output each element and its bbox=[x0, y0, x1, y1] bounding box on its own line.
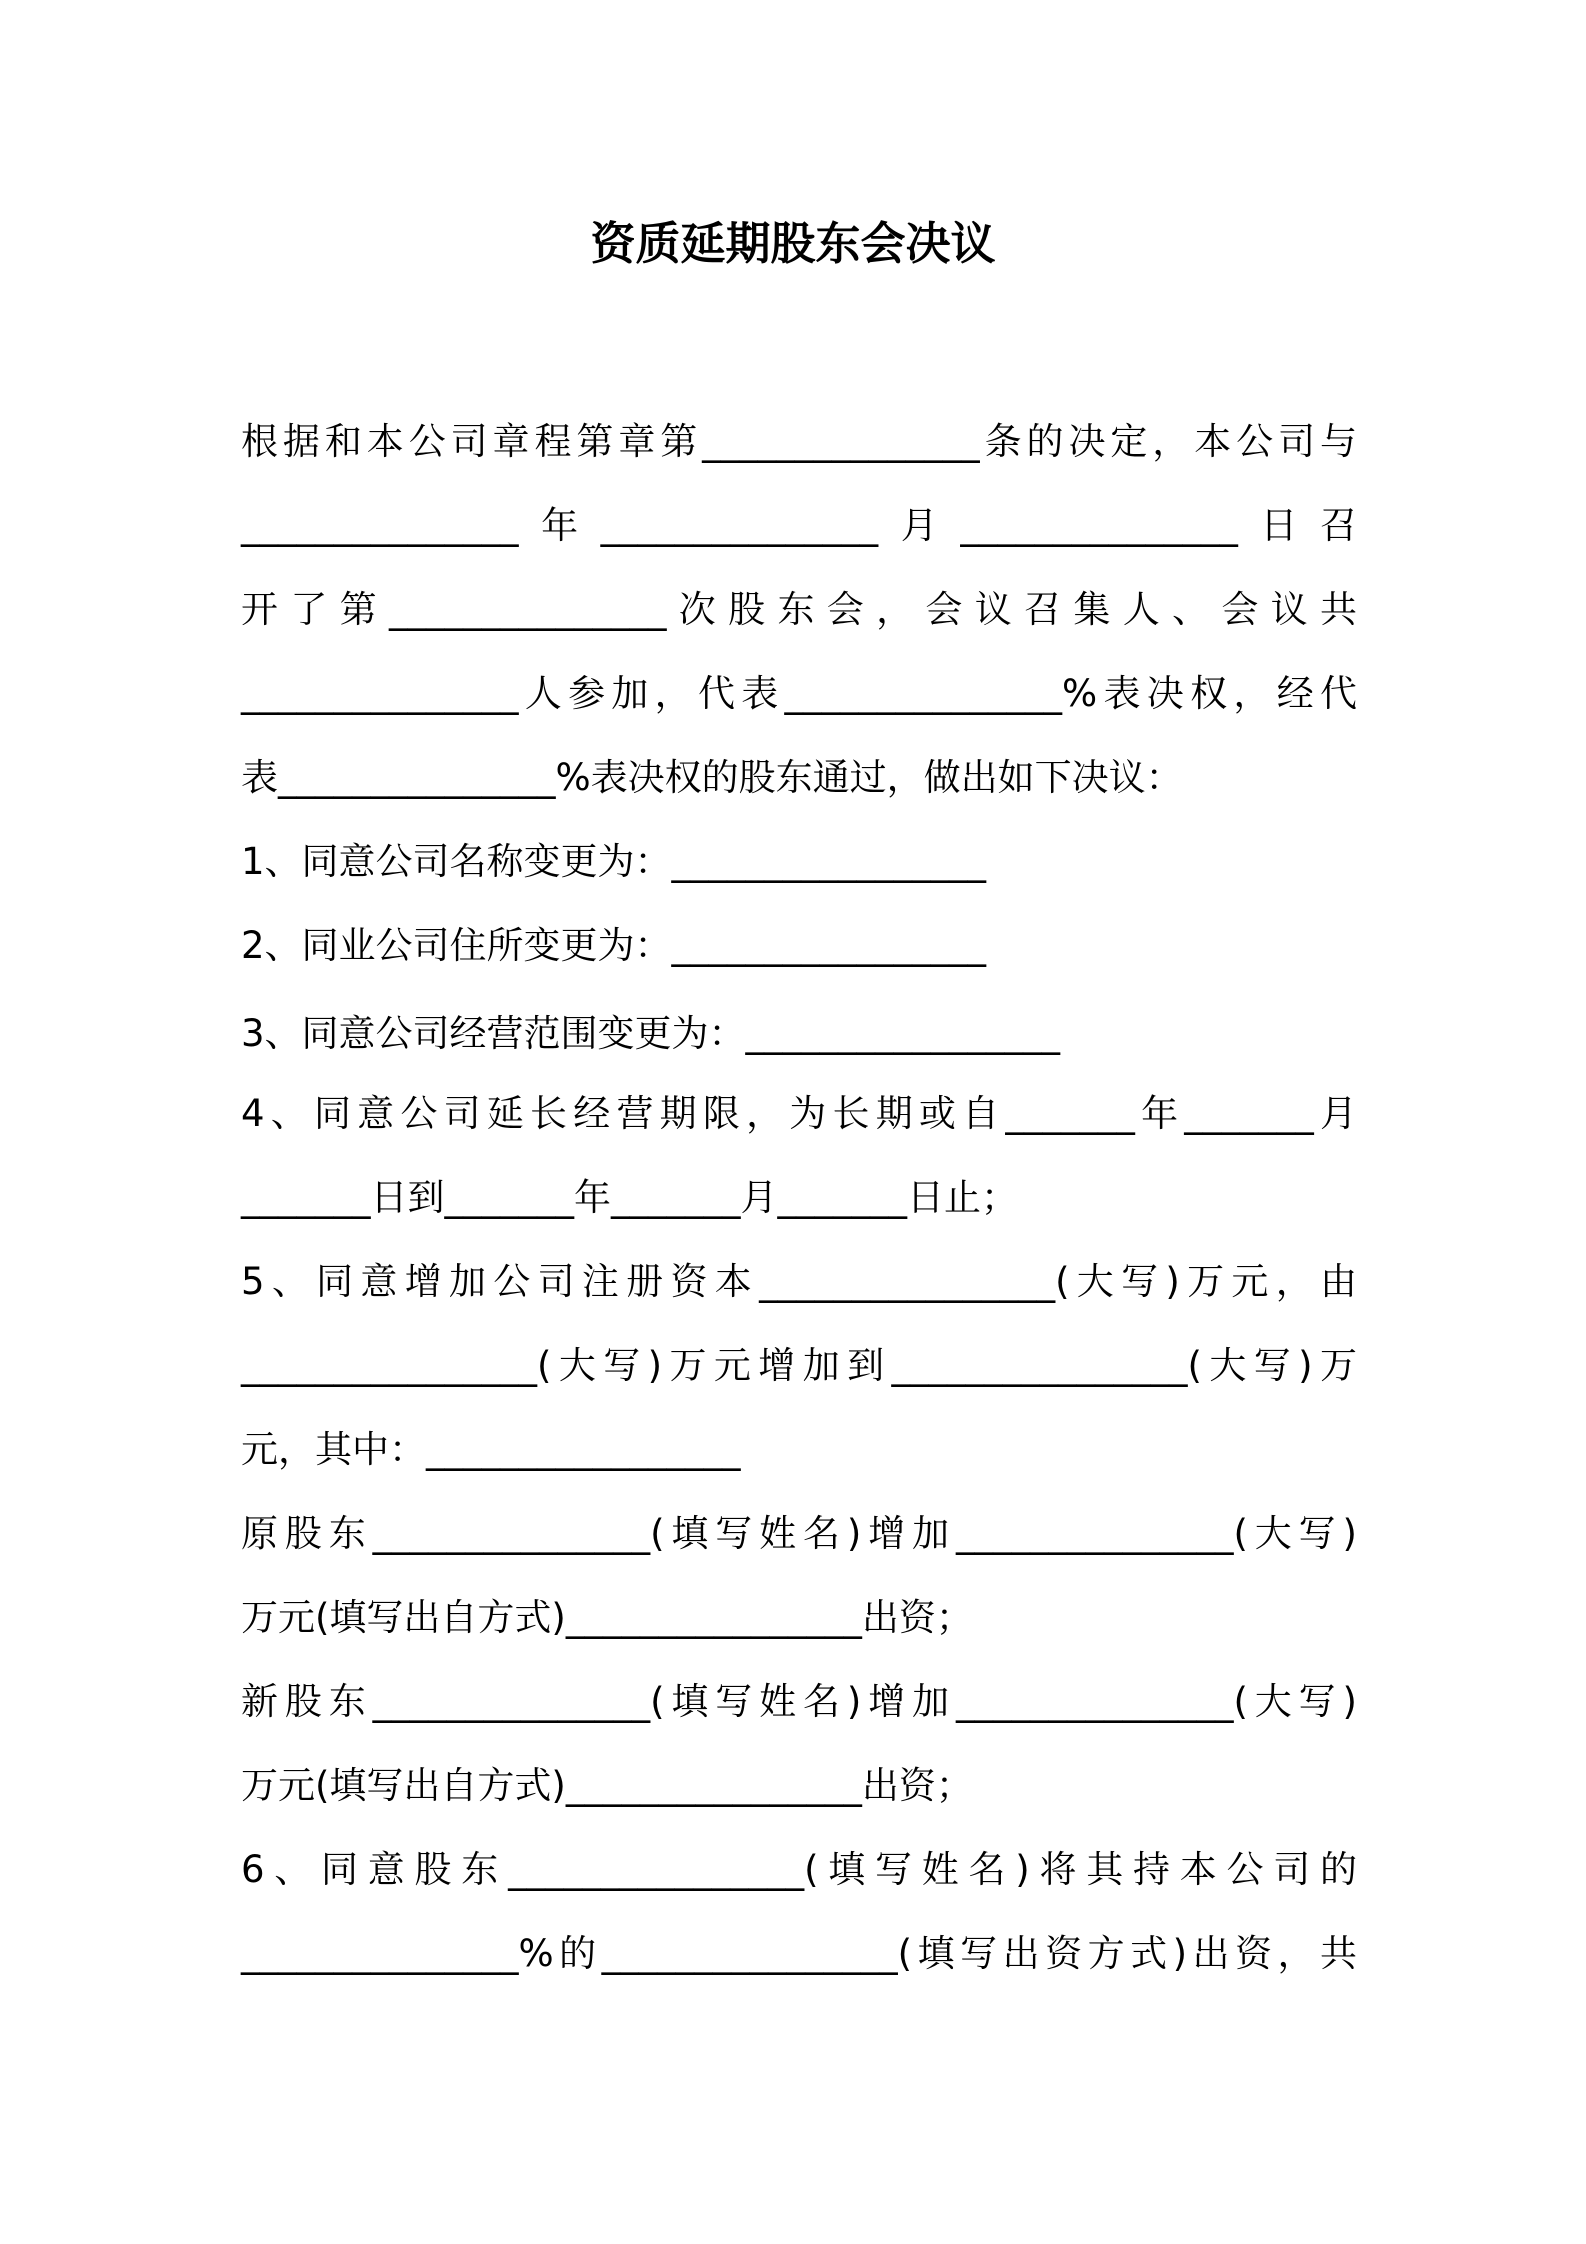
original-shareholder-line-cont: 万元(填写出自方式)________________出资； bbox=[241, 1596, 973, 1639]
paragraph-line-3: 开了第_______________次股东会，会议召集人、会议共 bbox=[241, 588, 1357, 631]
new-shareholder-line-cont: 万元(填写出自方式)________________出资； bbox=[241, 1764, 973, 1807]
resolution-item-5-cont-1: ________________(大写)万元增加到________________(大写)万 bbox=[241, 1344, 1357, 1387]
document-title: 资质延期股东会决议 bbox=[590, 217, 996, 270]
resolution-item-4-cont: _______日到_______年_______月_______日止； bbox=[241, 1176, 1018, 1219]
paragraph-line-2: _______________年_______________月_______________日召 bbox=[241, 504, 1357, 547]
paragraph-line-4: _______________人参加，代表_______________%表决权，经代 bbox=[241, 672, 1357, 715]
resolution-item-5: 5、同意增加公司注册资本________________(大写)万元，由 bbox=[241, 1260, 1357, 1303]
resolution-item-4: 4、同意公司延长经营期限，为长期或自_______年_______月 bbox=[241, 1092, 1357, 1135]
resolution-item-6: 6、同意股东________________(填写姓名)将其持本公司的 bbox=[241, 1848, 1357, 1891]
resolution-item-5-cont-2: 元，其中：_________________ bbox=[241, 1428, 741, 1471]
resolution-item-2: 2、同业公司住所变更为：_________________ bbox=[241, 924, 987, 967]
new-shareholder-line: 新股东_______________(填写姓名)增加_______________(大写) bbox=[241, 1680, 1357, 1723]
resolution-item-3: 3、同意公司经营范围变更为：_________________ bbox=[241, 1012, 1061, 1055]
resolution-item-6-cont: _______________%的________________(填写出资方式)出资，共 bbox=[241, 1932, 1357, 1975]
paragraph-line-5: 表_______________%表决权的股东通过，做出如下决议： bbox=[241, 756, 1183, 799]
paragraph-line-1: 根据和本公司章程第章第_______________条的决定，本公司与 bbox=[241, 420, 1357, 463]
original-shareholder-line: 原股东_______________(填写姓名)增加_______________(大写) bbox=[241, 1512, 1357, 1555]
resolution-item-1: 1、同意公司名称变更为：_________________ bbox=[241, 840, 987, 883]
